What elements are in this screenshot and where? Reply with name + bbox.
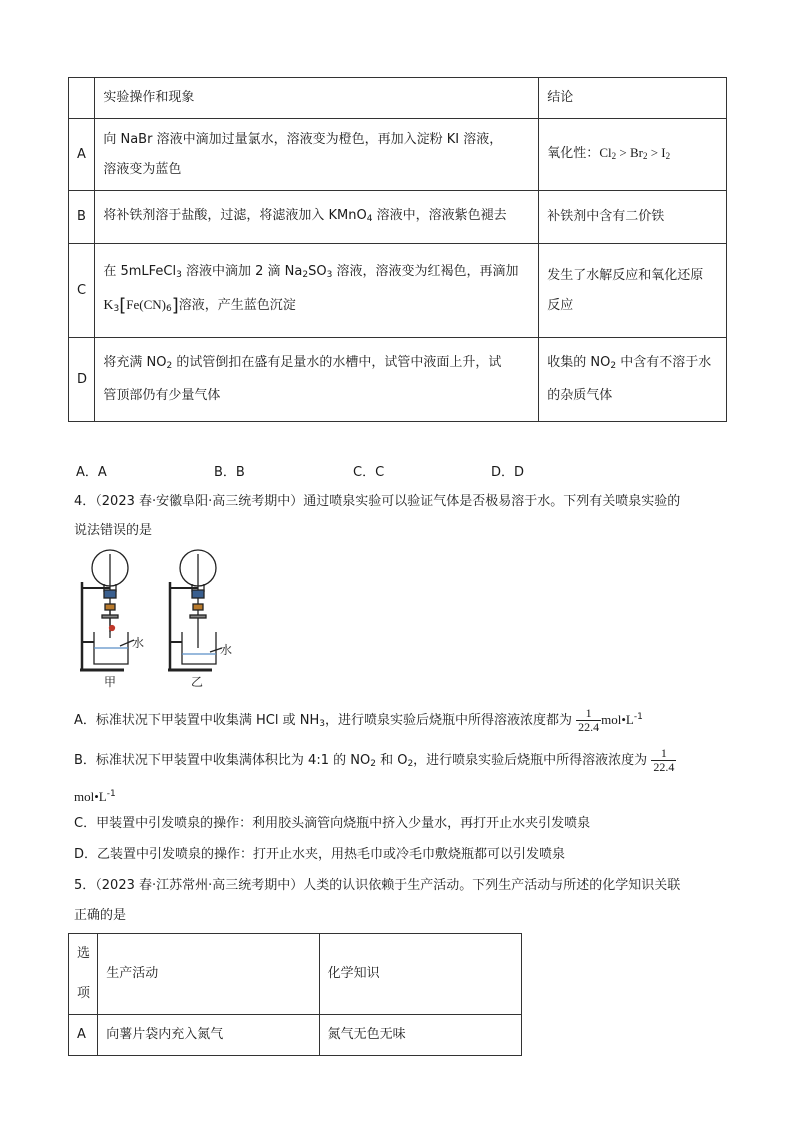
subscript: 3 (326, 270, 333, 280)
question-4-stem: 4．（2023 春·安徽阜阳·高三统考期中）通过喷泉实验可以验证气体是否极易溶于水。下列有关喷泉实验的 (74, 494, 681, 509)
conclusion-line: 反应 (547, 297, 574, 313)
conclusion-cell: 补铁剂中含有二价铁 (539, 191, 727, 244)
subscript: 2 (665, 151, 671, 161)
conclusion-line (547, 348, 718, 381)
row-label: C (69, 244, 95, 338)
caption-jia: 甲 (104, 675, 117, 689)
subscript: 4 (366, 213, 373, 224)
subscript: 2 (166, 361, 173, 371)
apparatus-right (168, 550, 222, 670)
question-4-option-b (74, 747, 676, 777)
superscript: -1 (106, 789, 116, 799)
conclusion-cell (539, 244, 727, 338)
conclusion-line: 发生了水解反应和氧化还原 (547, 267, 704, 283)
answer-option-b: B．B (214, 465, 245, 480)
table-header-row (69, 78, 727, 119)
operation-text: 溶液中滴加 2 滴 Na (181, 264, 303, 279)
row-label: D (69, 338, 95, 422)
conclusion-text: 收集的 NO (547, 355, 611, 370)
operation-line: 溶液变为蓝色 (103, 161, 182, 177)
option-text: ，进行喷泉实验后烧瓶中所得溶液浓度为 (413, 753, 648, 768)
apparatus-left (80, 550, 134, 670)
operation-text: 溶液中，溶液紫色褪去 (372, 207, 507, 223)
header-cell-blank (69, 78, 95, 119)
answer-option-a: A．A (76, 465, 107, 480)
table-row-c (69, 244, 727, 338)
subscript: 3 (113, 304, 120, 314)
operation-cell (95, 338, 539, 422)
option-text: ，进行喷泉实验后烧瓶中所得溶液浓度都为 (325, 713, 573, 728)
knowledge-cell: 氮气无色无味 (319, 1015, 521, 1056)
experiment-table (68, 77, 727, 422)
subscript: 2 (610, 361, 617, 371)
operation-line (103, 290, 530, 324)
question-4-option-c: C．甲装置中引发喷泉的操作：利用胶头滴管向烧瓶中挤入少量水，再打开止水夹引发喷泉 (74, 816, 591, 831)
header-cell-option: 选项 (69, 934, 98, 1015)
production-table (68, 933, 522, 1056)
formula-text: Fe(CN) (126, 297, 166, 312)
subscript: 2 (370, 759, 376, 769)
bracket: ] (171, 295, 179, 316)
question-5-stem: 5．（2023 春·江苏常州·高三统考期中）人类的认识依赖于生产活动。下列生产活动与所述的化学知识关联 (74, 878, 681, 893)
question-4-option-b-cont (74, 784, 116, 808)
subscript: 6 (165, 304, 172, 314)
caption-yi: 乙 (191, 675, 204, 689)
formula-text: > Br (616, 145, 643, 160)
subscript: 2 (302, 270, 309, 280)
option-text: A．标准状况下甲装置中收集满 HCl 或 NH (74, 713, 320, 728)
fraction-numerator: 1 (651, 747, 676, 761)
row-label: A (69, 119, 95, 191)
operation-text: SO (308, 264, 327, 279)
operation-text: 的试管倒扣在盛有足量水的水槽中，试管中液面上升，试 (172, 355, 502, 370)
operation-line (103, 348, 530, 381)
header-cell-activity: 生产活动 (98, 934, 319, 1015)
operation-text: 在 5mLFeCl (103, 264, 177, 279)
subscript: 3 (176, 270, 182, 280)
bracket: [ (119, 295, 127, 316)
water-label-right: 水 (220, 643, 233, 657)
operation-text: 溶液，溶液变为红褐色，再滴加 (332, 264, 519, 279)
answer-option-d: D．D (491, 465, 525, 480)
superscript: -1 (633, 712, 643, 722)
header-cell-knowledge: 化学知识 (319, 934, 521, 1015)
operation-line: 向 NaBr 溶液中滴加过量氯水，溶液变为橙色，再加入淀粉 KI 溶液， (103, 131, 503, 147)
operation-line (103, 257, 530, 290)
table-row-d (69, 338, 727, 422)
fountain-apparatus-figure (72, 546, 272, 690)
water-label-left: 水 (132, 636, 145, 650)
formula-text: K (103, 298, 114, 313)
table-row-a (69, 119, 727, 191)
answer-option-c: C．C (353, 465, 385, 480)
option-text: B．标准状况下甲装置中收集满体积比为 4:1 的 NO (74, 753, 371, 768)
question-4-option-a (74, 704, 643, 737)
table-row-a (69, 1015, 522, 1056)
fraction (651, 747, 676, 774)
question-4-option-d: D．乙装置中引发喷泉的操作：打开止水夹，用热毛巾或冷毛巾敷烧瓶都可以引发喷泉 (74, 847, 566, 862)
subscript: 3 (319, 719, 325, 729)
conclusion-prefix: 氧化性： (547, 146, 600, 161)
fraction-denominator: 22.4 (653, 760, 675, 774)
formula-text: Cl (599, 145, 612, 160)
operation-cell (95, 119, 539, 191)
table-row-b (69, 191, 727, 244)
unit-text: mol•L (601, 712, 634, 727)
operation-line: 管顶部仍有少量气体 (103, 388, 221, 403)
question-5-stem-cont: 正确的是 (74, 908, 127, 923)
header-cell-operation: 实验操作和现象 (95, 78, 539, 119)
conclusion-text: 中含有不溶于水 (616, 355, 712, 370)
conclusion-cell (539, 338, 727, 422)
header-cell-conclusion: 结论 (539, 78, 727, 119)
operation-cell (95, 244, 539, 338)
subscript: 2 (611, 151, 617, 161)
unit-text: mol•L (74, 789, 107, 804)
option-text: 和 O (375, 753, 408, 768)
question-4-stem-cont: 说法错误的是 (74, 523, 153, 538)
operation-cell (95, 191, 539, 244)
row-label: B (69, 191, 95, 244)
operation-text: 将充满 NO (103, 355, 167, 370)
activity-cell: 向薯片袋内充入氮气 (98, 1015, 319, 1056)
operation-text: 将补铁剂溶于盐酸，过滤，将滤液加入 KMnO (103, 207, 367, 223)
fraction-denominator: 22.4 (578, 720, 600, 734)
row-label: A (69, 1015, 98, 1056)
subscript: 2 (642, 151, 648, 161)
conclusion-line: 的杂质气体 (547, 388, 613, 403)
fraction-numerator: 1 (576, 707, 601, 721)
fraction (576, 707, 601, 734)
formula-text: > I (647, 145, 666, 160)
operation-text: 溶液，产生蓝色沉淀 (178, 298, 296, 313)
subscript: 2 (407, 759, 414, 769)
conclusion-cell (539, 119, 727, 191)
table-header-row (69, 934, 522, 1015)
